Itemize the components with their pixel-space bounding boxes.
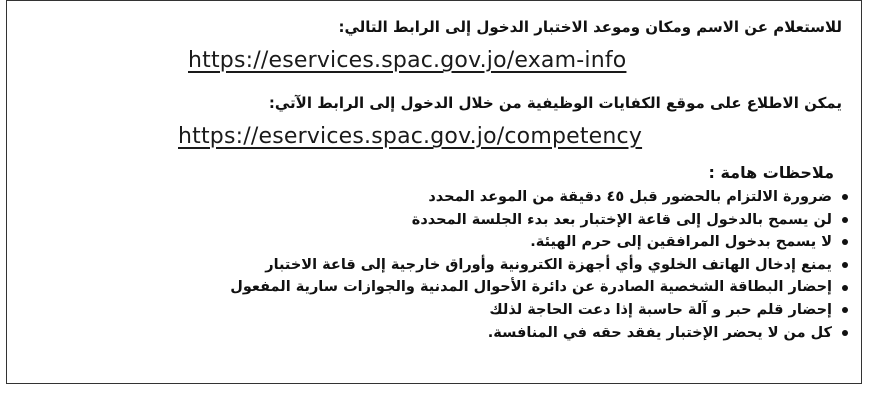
note-text: لن يسمح بالدخول إلى قاعة الإختبار بعد بدء الجلسة المحددة <box>411 211 832 228</box>
inquiry-text: للاستعلام عن الاسم ومكان وموعد الاختبار الدخول إلى الرابط التالي: <box>338 18 842 36</box>
note-text: ضرورة الالتزام بالحضور قبل ٤٥ دقيقة من الموعد المحدد <box>428 189 832 205</box>
bullet-icon <box>842 307 848 313</box>
note-text: إحضار البطاقة الشخصية الصادرة عن دائرة الأحوال المدنية والجوازات سارية المفعول <box>230 279 832 296</box>
note-text: كل من لا يحضر الإختبار يفقد حقه في المنافسة. <box>487 324 832 341</box>
bullet-icon <box>842 262 848 268</box>
notes-list <box>230 186 848 344</box>
bullet-icon <box>842 330 848 336</box>
bullet-icon <box>842 194 848 200</box>
bullet-icon <box>842 239 848 245</box>
exam-info-link[interactable]: https://eservices.spac.gov.jo/exam-info <box>188 48 627 73</box>
note-text: يمنع إدخال الهاتف الخلوي وأي أجهزة الكترونية وأوراق خارجية إلى قاعة الاختبار <box>265 256 832 273</box>
bullet-icon <box>842 285 848 291</box>
competency-link[interactable]: https://eservices.spac.gov.jo/competency <box>178 124 643 149</box>
list-item <box>230 231 848 254</box>
note-text: إحضار قلم حبر و آلة حاسبة إذا دعت الحاجة لذلك <box>489 301 832 318</box>
bullet-icon <box>842 217 848 223</box>
list-item <box>230 209 848 232</box>
notes-title: ملاحظات هامة : <box>708 163 834 182</box>
list-item <box>230 254 848 277</box>
list-item <box>230 322 848 345</box>
list-item <box>230 186 848 209</box>
note-text: لا يسمح بدخول المرافقين إلى حرم الهيئة. <box>530 234 832 251</box>
list-item <box>230 299 848 322</box>
competency-text: يمكن الاطلاع على موقع الكفايات الوظيفية من خلال الدخول إلى الرابط الآتي: <box>268 94 842 112</box>
list-item <box>230 276 848 299</box>
